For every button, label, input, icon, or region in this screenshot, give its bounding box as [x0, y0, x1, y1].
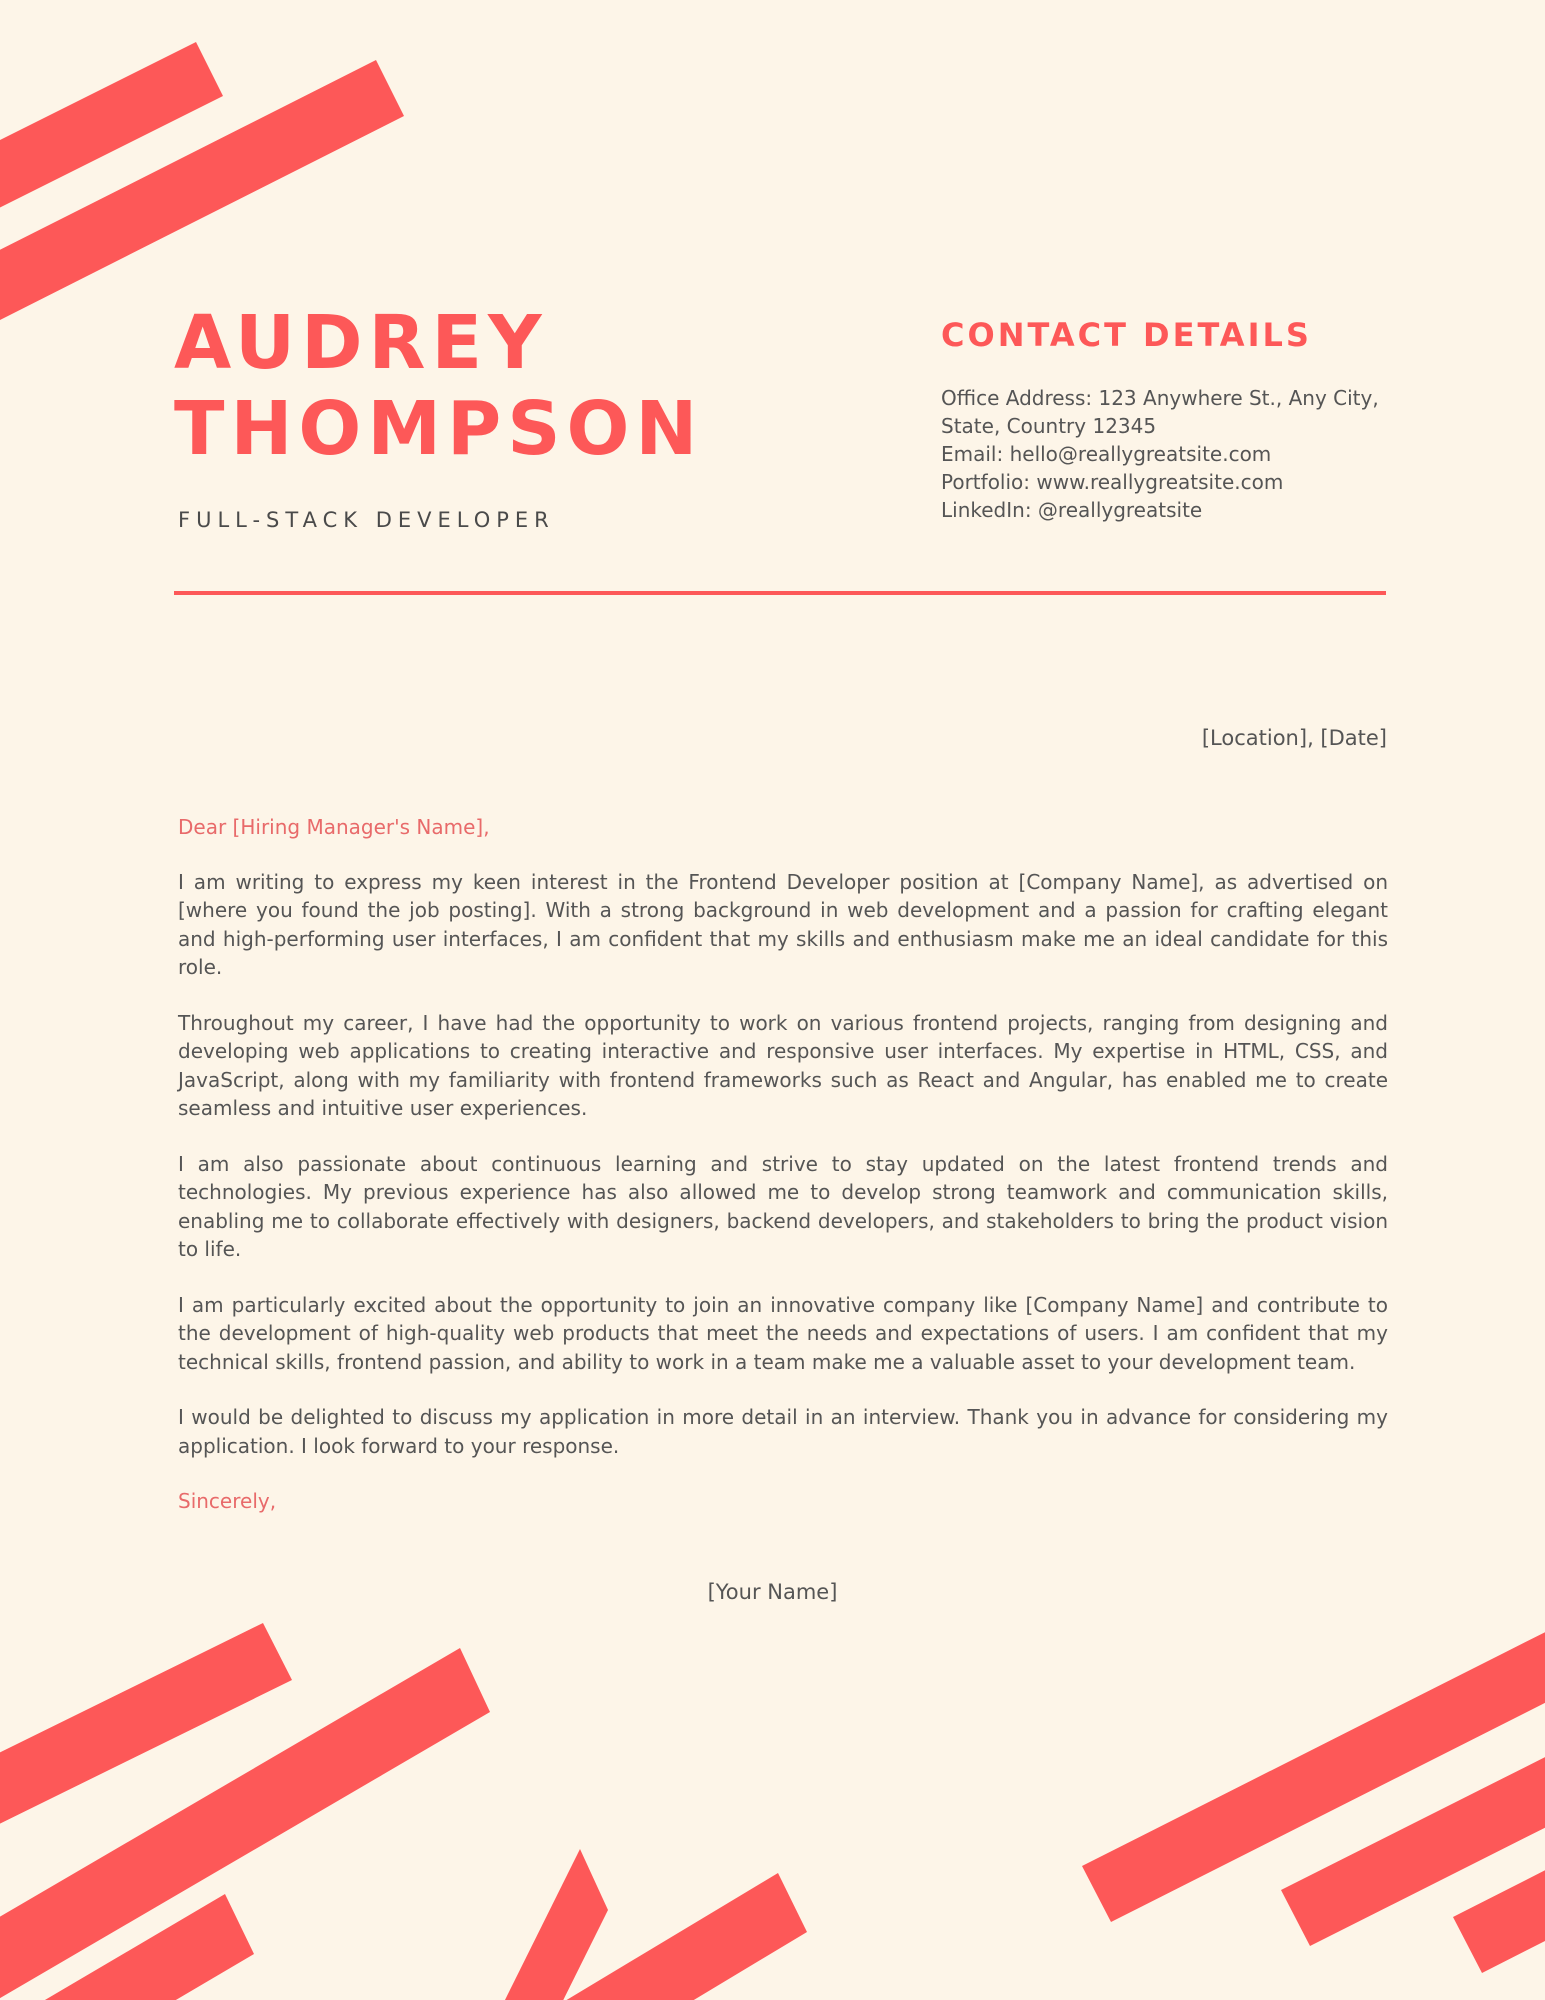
- location-date: [Location], [Date]: [1201, 726, 1387, 750]
- contact-heading: CONTACT DETAILS: [941, 316, 1312, 354]
- contact-email: Email: hello@reallygreatsite.com: [941, 442, 1272, 466]
- letter-body: [178, 813, 1388, 1516]
- contact-list: [941, 384, 1401, 524]
- closing: Sincerely,: [178, 1489, 277, 1513]
- contact-address-line-2: State, Country 12345: [941, 414, 1157, 438]
- paragraph-4: I am particularly excited about the opportunity to join an innovative company like [Company Name] and contribute to the development of high-quality web products that meet the needs and expectations of users. I am confident that my technical skills, frontend passion, and ability to work in a team make me a valuable asset to your development team.: [178, 1292, 1388, 1374]
- stripe-bottom-right-3: [1453, 1850, 1545, 1973]
- job-title: FULL-STACK DEVELOPER: [178, 508, 555, 532]
- contact-address-line-1: Office Address: 123 Anywhere St., Any City,: [941, 386, 1379, 410]
- contact-linkedin: LinkedIn: @reallygreatsite: [941, 498, 1203, 522]
- paragraph-1: I am writing to express my keen interest in the Frontend Developer position at [Company Name], as advertised on [where you found the job posting]. With a strong background in web development and a passion for crafting elegant and high-performing user interfaces, I am confident that my skills and enthusiasm make me an ideal candidate for this role.: [178, 869, 1388, 979]
- salutation: Dear [Hiring Manager's Name],: [178, 815, 490, 839]
- header-divider: [174, 591, 1386, 595]
- first-name: AUDREY: [174, 300, 548, 386]
- applicant-name: [174, 300, 704, 472]
- last-name: THOMPSON: [174, 386, 704, 472]
- stripe-bottom-left-4: [500, 1849, 608, 2000]
- paragraph-3: I am also passionate about continuous learning and strive to stay updated on the latest frontend trends and technologies. My previous experience has also allowed me to develop strong teamwork and communication skills, enabling me to collaborate effectively with designers, backend developers, and stakeholders to bring the product vision to life.: [178, 1151, 1388, 1261]
- paragraph-2: Throughout my career, I have had the opportunity to work on various frontend projects, ranging from designing and developing web applications to creating interactive and responsive user interfaces. My expertise in HTML, CSS, and JavaScript, along with my familiarity with frontend frameworks such as React and Angular, has enabled me to create seamless and intuitive user experiences.: [178, 1010, 1388, 1120]
- signature-name: [Your Name]: [707, 1580, 838, 1604]
- paragraph-5: I would be delighted to discuss my application in more detail in an interview. Thank you in advance for considering my application. I look forward to your response.: [178, 1405, 1388, 1458]
- contact-portfolio: Portfolio: www.reallygreatsite.com: [941, 470, 1284, 494]
